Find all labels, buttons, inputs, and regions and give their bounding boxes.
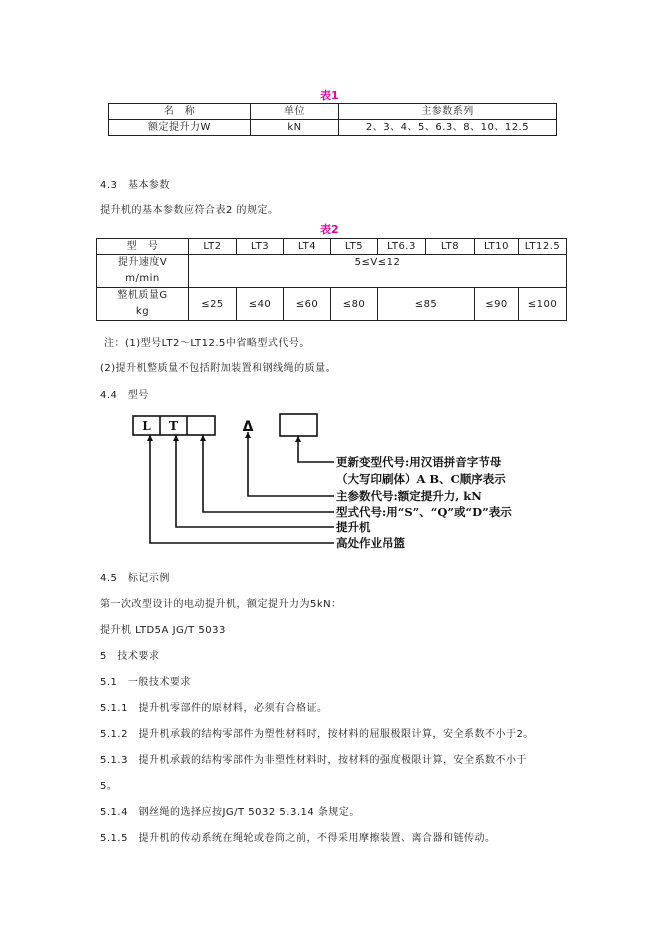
- table1-caption: 表1: [320, 89, 339, 102]
- section-4-3-heading: 4.3 基本参数: [100, 180, 170, 191]
- table2-mass-value: ≤100: [519, 288, 567, 321]
- leader-hoist: [176, 435, 334, 527]
- triangle-icon: Δ: [242, 419, 254, 435]
- section-5-heading: 5 技术要求: [100, 651, 160, 662]
- table2-model: LT4: [284, 239, 331, 255]
- label-main-param: 主参数代号:额定提升力, kN: [336, 489, 482, 503]
- table2-model: LT12.5: [519, 239, 567, 255]
- note-2: (2)提升机整质量不包括附加装置和钢线绳的质量。: [100, 363, 337, 374]
- table2-caption: 表2: [320, 223, 339, 236]
- table2-mass-value: ≤40: [237, 288, 284, 321]
- table2-mass-label-line2: kg: [135, 306, 150, 317]
- table1-cell-unit: kN: [251, 120, 339, 136]
- table2-model: LT3: [237, 239, 284, 255]
- section-5-1-heading: 5.1 一般技术要求: [100, 677, 191, 688]
- table2-model: LT10: [475, 239, 519, 255]
- table2-speed-label-line2: m/min: [125, 273, 160, 284]
- section-4-5-text: 第一次改型设计的电动提升机，额定提升力为5kN：: [100, 599, 342, 610]
- table2-mass-value: ≤60: [284, 288, 331, 321]
- leader-type: [203, 435, 334, 512]
- label-platform: 高处作业吊篮: [336, 536, 405, 550]
- table2-speed-label-line1: 提升速度V: [117, 257, 168, 268]
- clause-5-1-5: 5.1.5 提升机的传动系统在绳轮或卷筒之前，不得采用摩擦装置、离合器和链传动。: [100, 833, 496, 844]
- table2-mass-value: ≤90: [475, 288, 519, 321]
- table2-model: LT8: [426, 239, 475, 255]
- clause-5-1-4: 5.1.4 钢丝绳的选择应按JG/T 5032 5.3.14 条规定。: [100, 807, 360, 818]
- clause-5-1-3-cont: 5。: [100, 781, 118, 792]
- table1-cell-series: 2、3、4、5、6.3、8、10、12.5: [339, 120, 557, 136]
- box-letter-t: T: [169, 419, 178, 433]
- label-variant-code: 更新变型代号:用汉语拼音字节母: [336, 455, 502, 469]
- variant-code-box: [280, 414, 317, 436]
- table1-header-series: 主参数系列: [339, 104, 557, 120]
- clause-5-1-2: 5.1.2 提升机承载的结构零部件为塑性材料时，按材料的屈服极限计算，安全系数不小于2。: [100, 729, 534, 740]
- table2-model: LT5: [331, 239, 378, 255]
- box-letter-l: L: [142, 419, 151, 433]
- table1-cell-name: 额定提升力W: [109, 120, 251, 136]
- label-type-code: 型式代号:用“S”、“Q”或“D”表示: [336, 505, 512, 519]
- table1-header-unit: 单位: [251, 104, 339, 120]
- section-4-5-example: 提升机 LTD5A JG/T 5033: [100, 625, 226, 636]
- leader-variant: [298, 436, 334, 462]
- label-hoist: 提升机: [336, 520, 371, 534]
- section-4-4-heading: 4.4 型号: [100, 390, 149, 401]
- clause-5-1-3: 5.1.3 提升机承载的结构零部件为非塑性材料时，按材料的强度极限计算，安全系数不小于: [100, 755, 527, 766]
- table1-header-name: 名 称: [109, 104, 251, 120]
- table2-mass-value: ≤80: [331, 288, 378, 321]
- table2-model: LT2: [189, 239, 237, 255]
- leader-param: [248, 432, 334, 496]
- table2-mass-value: ≤85: [378, 288, 475, 321]
- table2-mass-label-line1: 整机质量G: [117, 290, 168, 301]
- section-4-3-text: 提升机的基本参数应符合表2 的规定。: [100, 205, 279, 216]
- note-1: 注：(1)型号LT2～LT12.5中省略型式代号。: [104, 338, 310, 349]
- table2-mass-value: ≤25: [189, 288, 237, 321]
- label-variant-code-2: （大写印刷体）A B、C顺序表示: [336, 472, 506, 486]
- table2-header-label: 型 号: [97, 239, 189, 255]
- table2-speed-value: 5≤V≤12: [189, 255, 567, 288]
- table2-model: LT6.3: [378, 239, 426, 255]
- clause-5-1-1: 5.1.1 提升机零部件的原材料，必须有合格证。: [100, 703, 328, 714]
- section-4-5-heading: 4.5 标记示例: [100, 573, 170, 584]
